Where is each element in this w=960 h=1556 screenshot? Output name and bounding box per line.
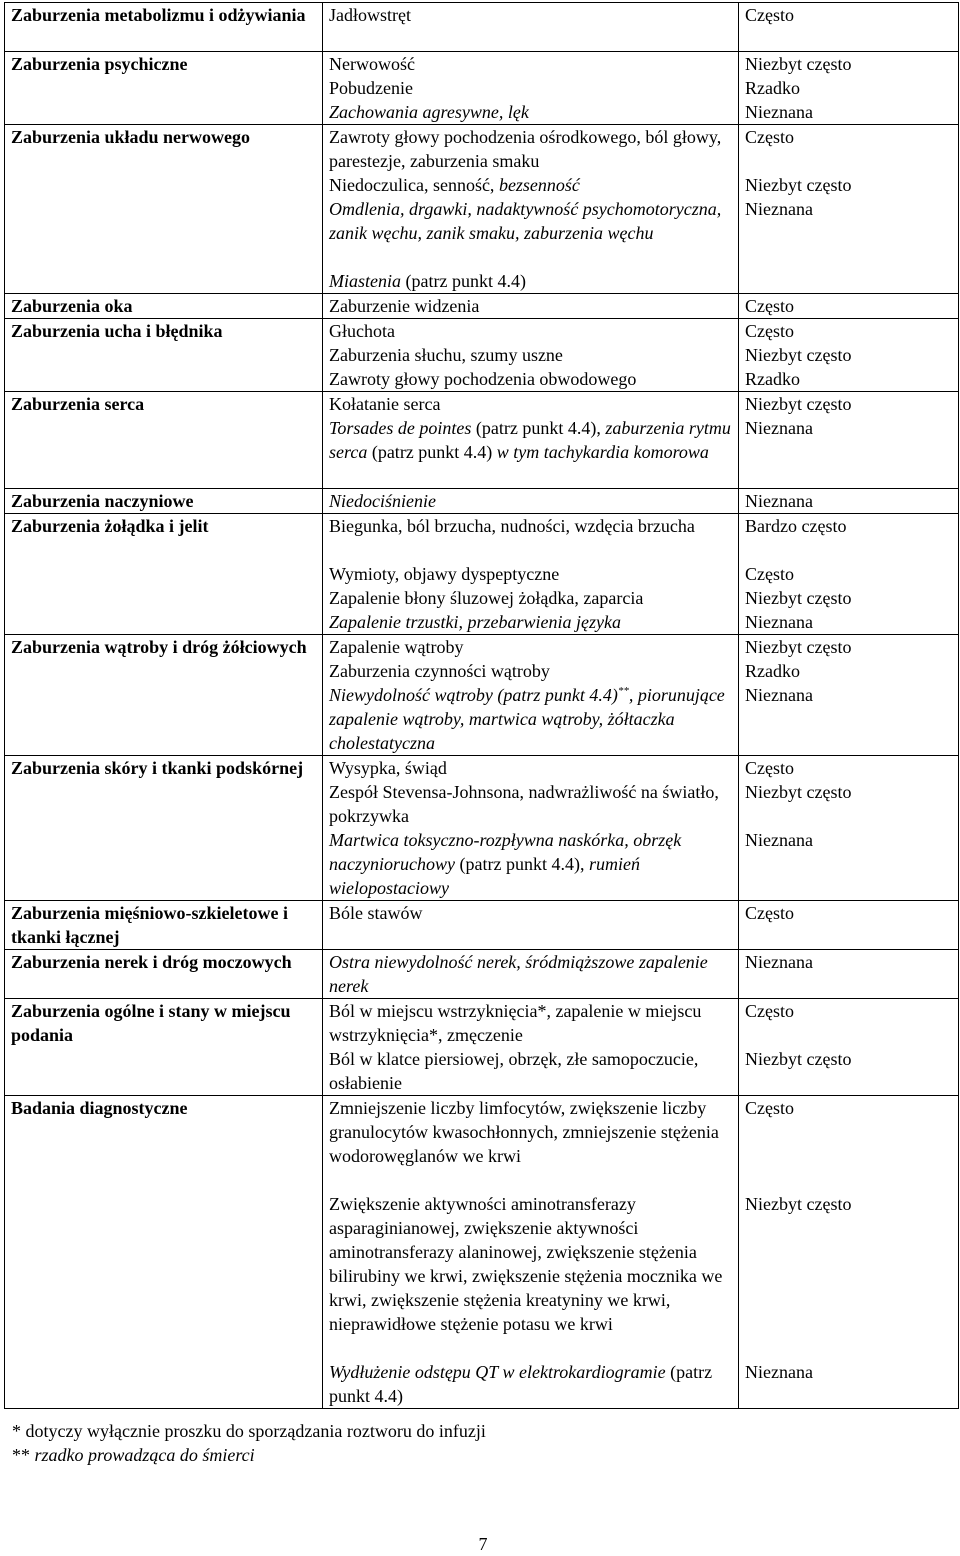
organ-system-cell: Zaburzenia ogólne i stany w miejscu podania xyxy=(5,999,323,1096)
table-row xyxy=(5,125,959,294)
adverse-effect xyxy=(329,173,732,197)
frequency-cell xyxy=(739,901,959,950)
effect-text: (patrz punkt 4.4) xyxy=(401,271,526,291)
frequency-label xyxy=(745,269,952,293)
table-row xyxy=(5,1096,959,1409)
frequency-cell xyxy=(739,489,959,514)
frequency-cell xyxy=(739,294,959,319)
effect-text: Niedoczulica, senność, xyxy=(329,175,499,195)
organ-system-cell: Zaburzenia układu nerwowego xyxy=(5,125,323,294)
frequency-label: Niezbyt często xyxy=(745,1049,852,1069)
adverse-effect-cell xyxy=(323,125,739,294)
frequency-label: Często xyxy=(745,564,794,584)
adverse-effect xyxy=(329,319,732,343)
effect-text: Zaburzenia słuchu, szumy uszne xyxy=(329,345,563,365)
table-row xyxy=(5,392,959,489)
table-row xyxy=(5,294,959,319)
frequency-label: Często xyxy=(745,5,794,25)
effect-text: Wymioty, objawy dyspeptyczne xyxy=(329,564,560,584)
adverse-effect xyxy=(329,125,732,173)
adverse-effect xyxy=(329,635,732,659)
effect-text: Zaburzenia czynności wątroby xyxy=(329,661,550,681)
frequency-label: Niezbyt często xyxy=(745,782,852,802)
adverse-effect xyxy=(329,1096,732,1192)
footnote-1: * dotyczy wyłącznie proszku do sporządzania roztworu do infuzji xyxy=(12,1421,486,1441)
frequency-label: Niezbyt często xyxy=(745,1194,852,1214)
adverse-effect xyxy=(329,343,732,367)
table-row xyxy=(5,319,959,392)
effect-text: Jadłowstręt xyxy=(329,5,411,25)
adverse-effect-cell xyxy=(323,635,739,756)
effect-text: Zachowania agresywne, lęk xyxy=(329,102,529,122)
adverse-effects-table xyxy=(4,2,959,1409)
adverse-effect xyxy=(329,514,732,562)
adverse-effect-cell xyxy=(323,489,739,514)
effect-text: zaburzenia rytmu serca xyxy=(329,418,731,462)
frequency-cell xyxy=(739,999,959,1096)
adverse-effect xyxy=(329,197,732,269)
effect-text: Pobudzenie xyxy=(329,78,413,98)
frequency-label: Nieznana xyxy=(745,102,813,122)
adverse-effect xyxy=(329,828,732,900)
frequency-label: Niezbyt często xyxy=(745,345,852,365)
frequency-label: Niezbyt często xyxy=(745,54,852,74)
effect-text: Nerwowość xyxy=(329,54,415,74)
adverse-effect xyxy=(329,294,732,318)
effect-text: ** xyxy=(617,685,629,697)
effect-text: Bóle stawów xyxy=(329,903,423,923)
effect-text: Zawroty głowy pochodzenia ośrodkowego, ból głowy, parestezje, zaburzenia smaku xyxy=(329,127,722,171)
adverse-effect-cell xyxy=(323,756,739,901)
table-row xyxy=(5,514,959,635)
frequency-label: Niezbyt często xyxy=(745,588,852,608)
frequency-label: Często xyxy=(745,127,794,147)
frequency-label: Często xyxy=(745,296,794,316)
adverse-effect xyxy=(329,562,732,586)
frequency-cell xyxy=(739,52,959,125)
effect-text: Zapalenie wątroby xyxy=(329,637,464,657)
adverse-effect xyxy=(329,610,732,634)
effect-text: (patrz punkt 4.4), xyxy=(454,854,589,874)
adverse-effect xyxy=(329,756,732,780)
table-row xyxy=(5,950,959,999)
frequency-label: Często xyxy=(745,1001,794,1021)
frequency-cell xyxy=(739,950,959,999)
frequency-label: Niezbyt często xyxy=(745,175,852,195)
adverse-effect xyxy=(329,489,732,513)
frequency-cell xyxy=(739,756,959,901)
effect-text: Torsades de pointes xyxy=(329,418,472,438)
effect-text: Martwica toksyczno-rozpływna naskórka, obrzęk naczynioruchowy xyxy=(329,830,682,874)
frequency-label: Nieznana xyxy=(745,685,813,705)
frequency-label: Nieznana xyxy=(745,952,813,972)
effect-text: Głuchota xyxy=(329,321,395,341)
adverse-effect xyxy=(329,780,732,828)
table-row xyxy=(5,756,959,901)
organ-system-cell: Zaburzenia psychiczne xyxy=(5,52,323,125)
effect-text: Zmniejszenie liczby limfocytów, zwiększenie liczby granulocytów kwasochłonnych, zmniejszenie stężenia wodorowęglanów we krwi xyxy=(329,1098,719,1166)
adverse-effect xyxy=(329,416,732,488)
effect-text: Wydłużenie odstępu QT w elektrokardiogramie xyxy=(329,1362,666,1382)
adverse-effect-cell xyxy=(323,514,739,635)
effect-text: Biegunka, ból brzucha, nudności, wzdęcia brzucha xyxy=(329,516,695,536)
effect-text: (patrz punkt 4.4) xyxy=(367,442,497,462)
table-row xyxy=(5,52,959,125)
frequency-cell xyxy=(739,635,959,756)
frequency-cell xyxy=(739,125,959,294)
adverse-effect xyxy=(329,100,732,124)
effect-text: rumień wielopostaciowy xyxy=(329,854,640,898)
frequency-label: Nieznana xyxy=(745,491,813,511)
adverse-effect xyxy=(329,1047,732,1095)
frequency-label: Nieznana xyxy=(745,199,813,219)
effect-text: Zawroty głowy pochodzenia obwodowego xyxy=(329,369,637,389)
effect-text: Zaburzenie widzenia xyxy=(329,296,480,316)
effect-text: Ostra niewydolność nerek, śródmiąższowe zapalenie nerek xyxy=(329,952,708,996)
frequency-label: Nieznana xyxy=(745,830,813,850)
adverse-effect xyxy=(329,1192,732,1360)
effect-text: Zwiększenie aktywności aminotransferazy asparaginianowej, zwiększenie aktywności aminotransferazy alaninowej, zwiększenie stężenia bilirubiny we krwi, zwiększenie stężenia mocznika we krwi, zwiększenie stężenia kreatyniny we krwi, nieprawidłowe stężenie potasu we krwi xyxy=(329,1194,723,1334)
adverse-effect xyxy=(329,392,732,416)
adverse-effect-cell xyxy=(323,294,739,319)
effect-text: (patrz punkt 4.4), xyxy=(471,418,606,438)
effect-text: Ból w klatce piersiowej, obrzęk, złe samopoczucie, osłabienie xyxy=(329,1049,699,1093)
table-row xyxy=(5,489,959,514)
adverse-effect xyxy=(329,901,732,949)
adverse-effect xyxy=(329,999,732,1047)
organ-system-cell: Zaburzenia naczyniowe xyxy=(5,489,323,514)
effect-text: Zapalenie błony śluzowej żołądka, zaparcia xyxy=(329,588,644,608)
adverse-effect-cell xyxy=(323,1096,739,1409)
adverse-effect xyxy=(329,3,732,51)
adverse-effect-cell xyxy=(323,52,739,125)
frequency-label: Niezbyt często xyxy=(745,637,852,657)
effect-text: Ból w miejscu wstrzyknięcia*, zapalenie w miejscu wstrzyknięcia*, zmęczenie xyxy=(329,1001,702,1045)
organ-system-cell: Zaburzenia skóry i tkanki podskórnej xyxy=(5,756,323,901)
effect-text: (patrz punkt 4.4) xyxy=(329,1362,713,1406)
page-number: 7 xyxy=(478,1534,488,1554)
frequency-cell xyxy=(739,1096,959,1409)
frequency-label: Nieznana xyxy=(745,418,813,438)
frequency-label: Często xyxy=(745,321,794,341)
adverse-effect xyxy=(329,950,732,998)
table-row xyxy=(5,635,959,756)
adverse-effect xyxy=(329,52,732,76)
organ-system-cell: Zaburzenia serca xyxy=(5,392,323,489)
frequency-label: Rzadko xyxy=(745,661,800,681)
adverse-effect xyxy=(329,586,732,610)
effect-text: Miastenia xyxy=(329,271,401,291)
organ-system-cell: Zaburzenia wątroby i dróg żółciowych xyxy=(5,635,323,756)
effect-text: Zapalenie trzustki, przebarwienia języka xyxy=(329,612,621,632)
frequency-label: Bardzo często xyxy=(745,516,847,536)
adverse-effect-cell xyxy=(323,950,739,999)
footnote-2: ** rzadko prowadząca do śmierci xyxy=(12,1445,255,1465)
table-row xyxy=(5,3,959,52)
frequency-cell xyxy=(739,3,959,52)
frequency-label: Rzadko xyxy=(745,78,800,98)
effect-text: Niewydolność wątroby (patrz punkt 4.4) xyxy=(329,685,618,705)
adverse-effect xyxy=(329,683,732,755)
organ-system-cell: Zaburzenia oka xyxy=(5,294,323,319)
adverse-effect xyxy=(329,269,732,293)
effect-text: Wysypka, świąd xyxy=(329,758,447,778)
organ-system-cell: Zaburzenia metabolizmu i odżywiania xyxy=(5,3,323,52)
adverse-effect-cell xyxy=(323,999,739,1096)
effect-text: , piorunujące zapalenie wątroby, martwica wątroby, żółtaczka cholestatyczna xyxy=(329,685,725,753)
frequency-cell xyxy=(739,319,959,392)
adverse-effect-cell xyxy=(323,319,739,392)
organ-system-cell: Zaburzenia nerek i dróg moczowych xyxy=(5,950,323,999)
frequency-label: Nieznana xyxy=(745,612,813,632)
adverse-effect-cell xyxy=(323,3,739,52)
adverse-effect xyxy=(329,76,732,100)
frequency-label: Nieznana xyxy=(745,1362,813,1382)
organ-system-cell: Zaburzenia ucha i błędnika xyxy=(5,319,323,392)
frequency-cell xyxy=(739,392,959,489)
organ-system-cell: Zaburzenia żołądka i jelit xyxy=(5,514,323,635)
frequency-label: Niezbyt często xyxy=(745,394,852,414)
effect-text: Zespół Stevensa-Johnsona, nadwrażliwość na światło, pokrzywka xyxy=(329,782,719,826)
table-row xyxy=(5,901,959,950)
adverse-effect xyxy=(329,1360,732,1408)
frequency-label: Rzadko xyxy=(745,369,800,389)
adverse-effect-cell xyxy=(323,901,739,950)
effect-text: w tym tachykardia komorowa xyxy=(496,442,709,462)
organ-system-cell: Zaburzenia mięśniowo-szkieletowe i tkanki łącznej xyxy=(5,901,323,950)
adverse-effect xyxy=(329,367,732,391)
effect-text: bezsenność xyxy=(498,175,580,195)
organ-system-cell: Badania diagnostyczne xyxy=(5,1096,323,1409)
frequency-cell xyxy=(739,514,959,635)
frequency-label: Często xyxy=(745,903,794,923)
adverse-effect xyxy=(329,659,732,683)
effect-text: Kołatanie serca xyxy=(329,394,441,414)
effect-text: Omdlenia, drgawki, nadaktywność psychomotoryczna, zanik węchu, zanik smaku, zaburzenia węchu xyxy=(329,199,722,243)
effect-text: Niedociśnienie xyxy=(329,491,436,511)
adverse-effect-cell xyxy=(323,392,739,489)
frequency-label: Często xyxy=(745,758,794,778)
table-row xyxy=(5,999,959,1096)
footnotes xyxy=(12,1419,912,1467)
frequency-label: Często xyxy=(745,1098,794,1118)
